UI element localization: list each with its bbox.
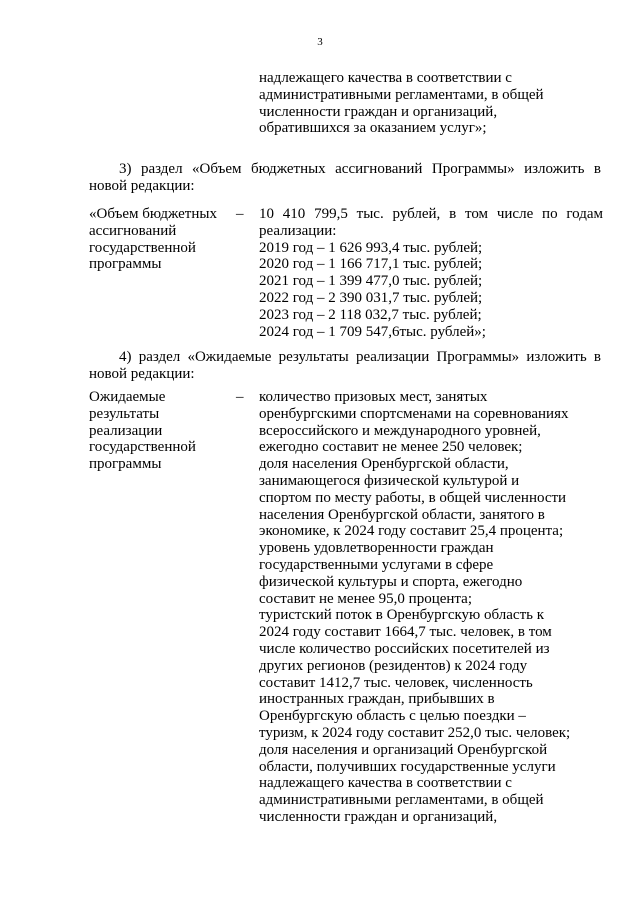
label-line: государственной — [89, 439, 196, 456]
value-line: туризм, к 2024 году составит 252,0 тыс. человек; — [259, 724, 571, 741]
value-line: занимающегося физической культурой и — [259, 472, 520, 489]
value-line: оренбургскими спортсменами на соревнованиях — [259, 405, 569, 422]
value-line: количество призовых мест, занятых — [259, 389, 488, 405]
value-line: ежегодно составит не менее 250 человек; — [259, 439, 523, 456]
value-line: государственными услугами в сфере — [259, 556, 494, 573]
value-line: 10 410 799,5 тыс. рублей, в том числе по годам — [259, 206, 603, 222]
value-line: других регионов (резидентов) к 2024 году — [259, 657, 528, 674]
label-line: реализации — [89, 422, 163, 439]
value-line: Оренбургскую область с целью поездки – — [259, 708, 526, 725]
paragraph-line: 3) раздел «Объем бюджетных ассигнований Программы» изложить в — [119, 161, 601, 177]
label-line: Ожидаемые — [89, 389, 166, 405]
value-line: иностранных граждан, прибывших в — [259, 691, 495, 708]
value-line: 2019 год – 1 626 993,4 тыс. рублей; — [259, 239, 483, 256]
page-number: 3 — [317, 36, 323, 48]
value-line: физической культуры и спорта, ежегодно — [259, 573, 523, 590]
value-line: области, получивших государственные услуги — [259, 758, 556, 775]
results-dash: – — [236, 389, 244, 405]
value-line: доля населения Оренбургской области, — [259, 456, 509, 473]
label-line: «Объем бюджетных — [89, 206, 217, 222]
text-line: административными регламентами, в общей — [259, 86, 544, 103]
value-line: численности граждан и организаций, — [259, 808, 498, 825]
paragraph-line: 4) раздел «Ожидаемые результаты реализации Программы» изложить в — [119, 349, 601, 365]
label-line: государственной — [89, 239, 196, 256]
results-value — [259, 389, 570, 826]
label-line: результаты — [89, 405, 160, 422]
value-line: надлежащего качества в соответствии с — [259, 775, 512, 792]
paragraph-line: новой редакции: — [89, 177, 195, 194]
value-line: составит 1412,7 тыс. человек, численность — [259, 674, 533, 691]
value-line: административными регламентами, в общей — [259, 792, 544, 809]
value-line: уровень удовлетворенности граждан — [259, 540, 494, 557]
text-line: численности граждан и организаций, — [259, 103, 498, 120]
label-line: ассигнований — [89, 222, 177, 239]
value-line: туристский поток в Оренбургскую область к — [259, 607, 544, 624]
value-line: составит не менее 95,0 процента; — [259, 590, 472, 607]
budget-value — [259, 206, 603, 340]
label-line: программы — [89, 456, 162, 473]
text-line: надлежащего качества в соответствии с — [259, 70, 512, 86]
value-line: числе количество российских посетителей из — [259, 640, 550, 657]
results-label — [89, 389, 196, 473]
continuation-text — [259, 70, 544, 137]
value-line: 2021 год – 1 399 477,0 тыс. рублей; — [259, 273, 483, 290]
text-line: обратившихся за оказанием услуг»; — [259, 120, 487, 137]
value-line: доля населения и организаций Оренбургской — [259, 741, 548, 758]
budget-label — [89, 206, 217, 273]
value-line: спортом по месту работы, в общей численности — [259, 489, 567, 506]
paragraph-line: новой редакции: — [89, 365, 195, 382]
value-line: 2024 году составит 1664,7 тыс. человек, в том — [259, 624, 552, 641]
value-line: 2020 год – 1 166 717,1 тыс. рублей; — [259, 256, 483, 273]
value-line: 2022 год – 2 390 031,7 тыс. рублей; — [259, 289, 483, 306]
label-line: программы — [89, 256, 162, 273]
paragraph-section-3 — [89, 161, 601, 195]
value-line: 2023 год – 2 118 032,7 тыс. рублей; — [259, 306, 482, 323]
value-line: всероссийского и международного уровней, — [259, 422, 541, 439]
value-line: населения Оренбургской области, занятого в — [259, 506, 545, 523]
budget-dash: – — [236, 206, 244, 222]
value-line: реализации: — [259, 222, 337, 239]
value-line: экономике, к 2024 году составит 25,4 процента; — [259, 523, 564, 540]
paragraph-section-4 — [89, 349, 601, 383]
value-line: 2024 год – 1 709 547,6тыс. рублей»; — [259, 323, 486, 340]
